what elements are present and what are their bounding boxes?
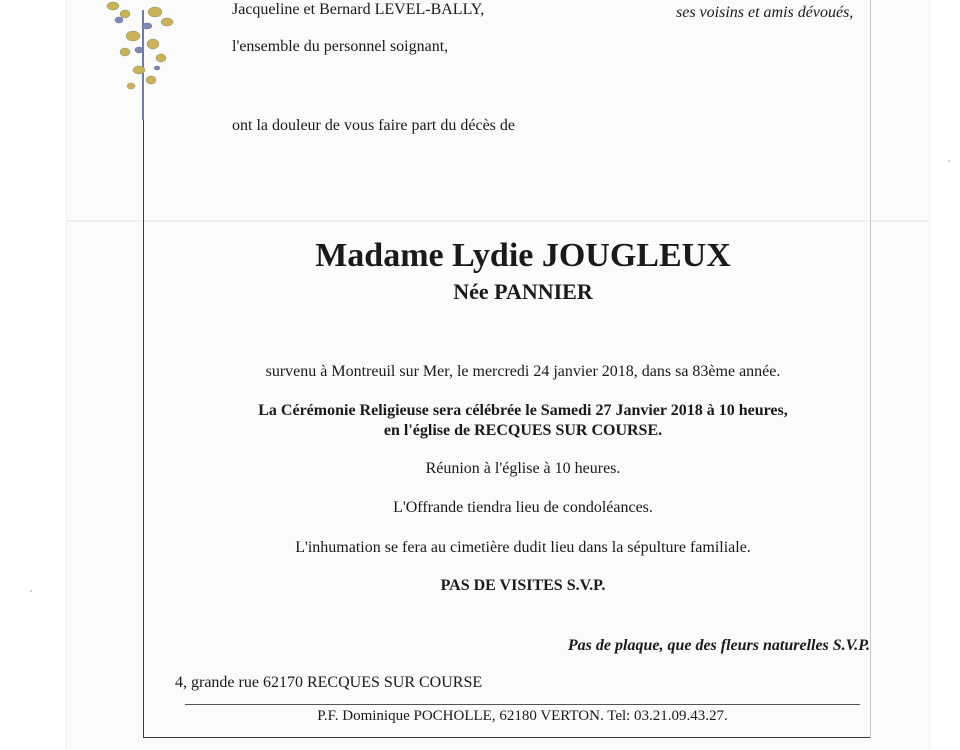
scan-speck (948, 160, 950, 162)
frame-bottom-border (143, 737, 871, 738)
flowers-line: Pas de plaque, que des fleurs naturelles S.V.P. (567, 637, 870, 654)
family-line: Jacqueline et Bernard LEVEL-BALLY, (232, 1, 485, 18)
ceremony-line-1: La Cérémonie Religieuse sera célébrée le Samedi 27 Janvier 2018 à 10 heures, (258, 402, 788, 419)
paper-fold (66, 220, 928, 222)
ceremony-line-2: en l'église de RECQUES SUR COURSE. (383, 422, 663, 439)
address-line: 4, grande rue 62170 RECQUES SUR COURSE (175, 674, 483, 691)
deceased-name: Madame Lydie JOUGLEUX (315, 237, 731, 274)
funeral-home-line: P.F. Dominique POCHOLLE, 62180 VERTON. Tel: 03.21.09.43.27. (317, 708, 728, 724)
neighbors-line: ses voisins et amis dévoués, (676, 4, 854, 21)
no-visits-line: PAS DE VISITES S.V.P. (440, 577, 606, 594)
staff-line: l'ensemble du personnel soignant, (232, 38, 449, 55)
scan-speck (30, 590, 32, 592)
burial-line: L'inhumation se fera au cimetière dudit lieu dans la sépulture familiale. (295, 539, 751, 556)
announce-line: ont la douleur de vous faire part du décès de (232, 117, 516, 134)
meeting-line: Réunion à l'église à 10 heures. (425, 460, 621, 477)
offering-line: L'Offrande tiendra lieu de condoléances. (393, 499, 653, 516)
maiden-name: Née PANNIER (453, 279, 593, 304)
death-info: survenu à Montreuil sur Mer, le mercredi 24 janvier 2018, dans sa 83ème année. (265, 363, 781, 380)
footer-rule (185, 704, 860, 705)
flower-sprig-icon (95, 0, 190, 120)
